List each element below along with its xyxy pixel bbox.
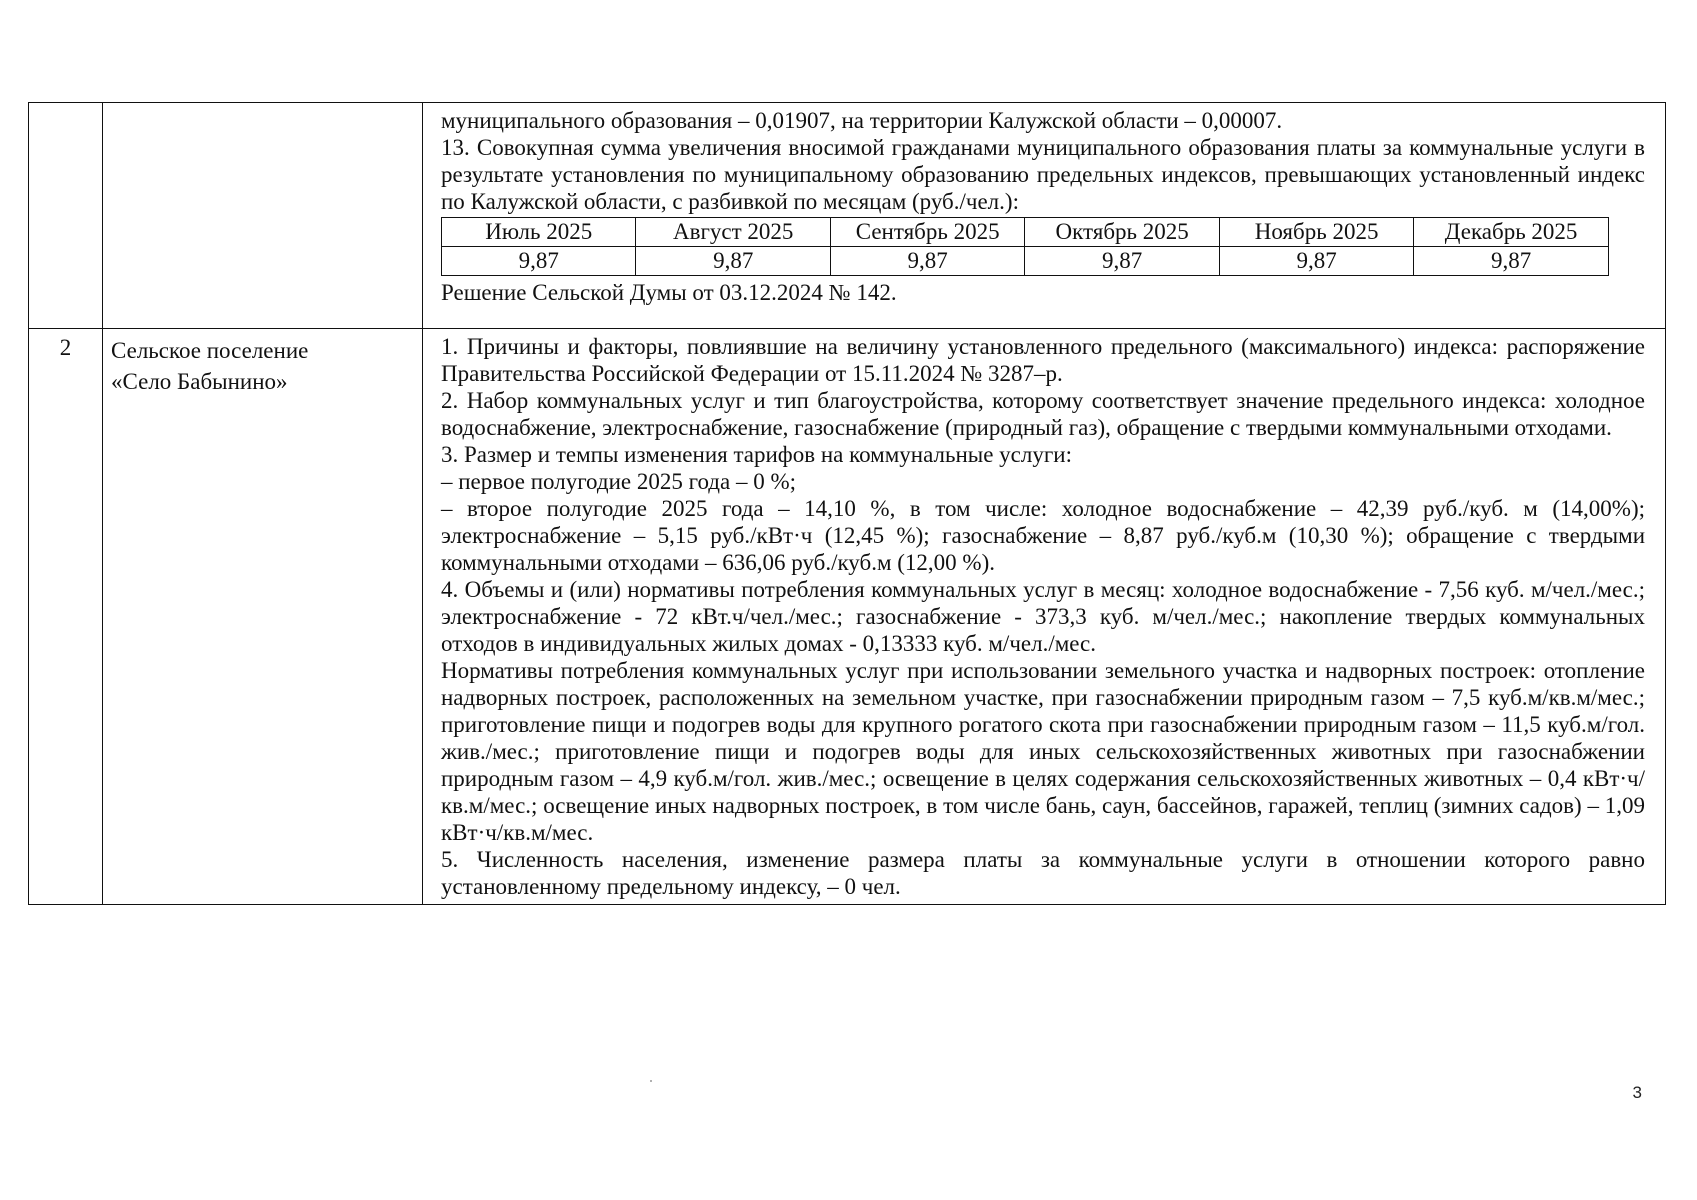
row-1-line-1: муниципального образования – 0,01907, на территории Калужской области – 0,00007. xyxy=(441,108,1283,133)
paragraph-5-population: 5. Численность населения, изменение размера платы за коммунальные услуги в отношении которого равно установленному предельному индексу, – 0 чел. xyxy=(441,847,1645,899)
row-1-number-cell xyxy=(29,103,103,329)
paragraph-norms-land: Нормативы потребления коммунальных услуг при использовании земельного участка и надворных построек: отопление надворных построек, расположенных на земельном участке, при газоснабжении природным газом – 7,5 куб.м/кв.м/мес.; приготовление пищи и подогрев воды для крупного рогатого скота при газоснабжении природным газом – 11,5 куб.м/гол. жив./мес.; приготовление пищи и подогрев воды для иных сельскохозяйственных животных при газоснабжении природным газом – 4,9 куб.м/гол. жив./мес.; освещение в целях содержания сельскохозяйственных животных – 0,4 кВт·ч/кв.м/мес.; освещение иных надворных построек, в том числе бань, саун, бассейнов, гаражей, теплиц (зимних садов) – 1,09 кВт·ч/кв.м/мес. xyxy=(441,658,1645,845)
paragraph-4-volumes: 4. Объемы и (или) нормативы потребления коммунальных услуг в месяц: холодное водоснабжение - 7,56 куб. м/чел./мес.; электроснабжение - 72 кВт.ч/чел./мес.; газоснабжение - 373,3 куб. м/чел./мес.; накопление твердых коммунальных отходов в индивидуальных жилых домах - 0,13333 куб. м/чел./мес. xyxy=(441,577,1645,656)
months-header-row xyxy=(442,218,1609,247)
settlement-name-line-2: «Село Бабынино» xyxy=(111,369,288,394)
table-row xyxy=(29,103,1666,329)
scan-artifact xyxy=(650,1080,652,1082)
month-value: 9,87 xyxy=(830,247,1024,276)
month-header: Сентябрь 2025 xyxy=(830,218,1024,247)
row-1-line-13: 13. Совокупная сумма увеличения вносимой гражданами муниципального образования платы за коммунальные услуги в результате установления по муниципальному образованию предельных индексов, превышающих установленный индекс по Калужской области, с разбивкой по месяцам (руб./чел.): xyxy=(441,135,1645,214)
row-2-content-cell xyxy=(423,329,1666,905)
month-header: Декабрь 2025 xyxy=(1414,218,1609,247)
row-1-name-cell xyxy=(103,103,423,329)
monthly-amounts-table xyxy=(441,217,1609,276)
paragraph-3-second-half: – второе полугодие 2025 года – 14,10 %, в том числе: холодное водоснабжение – 42,39 руб./куб. м (14,00%); электроснабжение – 5,15 руб./кВт·ч (12,45 %); газоснабжение – 8,87 руб./куб.м (10,30 %); обращение с твердыми коммунальными отходами – 636,06 руб./куб.м (12,00 %). xyxy=(441,496,1645,575)
month-value: 9,87 xyxy=(442,247,636,276)
paragraph-3-tariffs: 3. Размер и темпы изменения тарифов на коммунальные услуги: xyxy=(441,442,1072,467)
paragraph-2-services-set: 2. Набор коммунальных услуг и тип благоустройства, которому соответствует значение предельного индекса: холодное водоснабжение, электроснабжение, газоснабжение (природный газ), обращение с твердыми коммунальными отходами. xyxy=(441,388,1645,440)
month-header: Октябрь 2025 xyxy=(1025,218,1219,247)
month-header: Ноябрь 2025 xyxy=(1219,218,1413,247)
month-value: 9,87 xyxy=(1414,247,1609,276)
document-table xyxy=(28,102,1666,905)
table-row xyxy=(29,329,1666,905)
decision-line: Решение Сельской Думы от 03.12.2024 № 142. xyxy=(441,280,897,305)
settlement-name-line-1: Сельское поселение xyxy=(111,338,309,363)
row-1-content-cell xyxy=(423,103,1666,329)
month-value: 9,87 xyxy=(1219,247,1413,276)
months-value-row xyxy=(442,247,1609,276)
month-value: 9,87 xyxy=(1025,247,1219,276)
month-value: 9,87 xyxy=(636,247,830,276)
row-2-number-cell: 2 xyxy=(29,329,103,905)
month-header: Июль 2025 xyxy=(442,218,636,247)
row-2-name-cell xyxy=(103,329,423,905)
month-header: Август 2025 xyxy=(636,218,830,247)
paragraph-1-reasons: 1. Причины и факторы, повлиявшие на величину установленного предельного (максимального) индекса: распоряжение Правительства Российской Федерации от 15.11.2024 № 3287–р. xyxy=(441,334,1645,386)
paragraph-3-first-half: – первое полугодие 2025 года – 0 %; xyxy=(441,469,797,494)
page-number: 3 xyxy=(1632,1083,1642,1102)
